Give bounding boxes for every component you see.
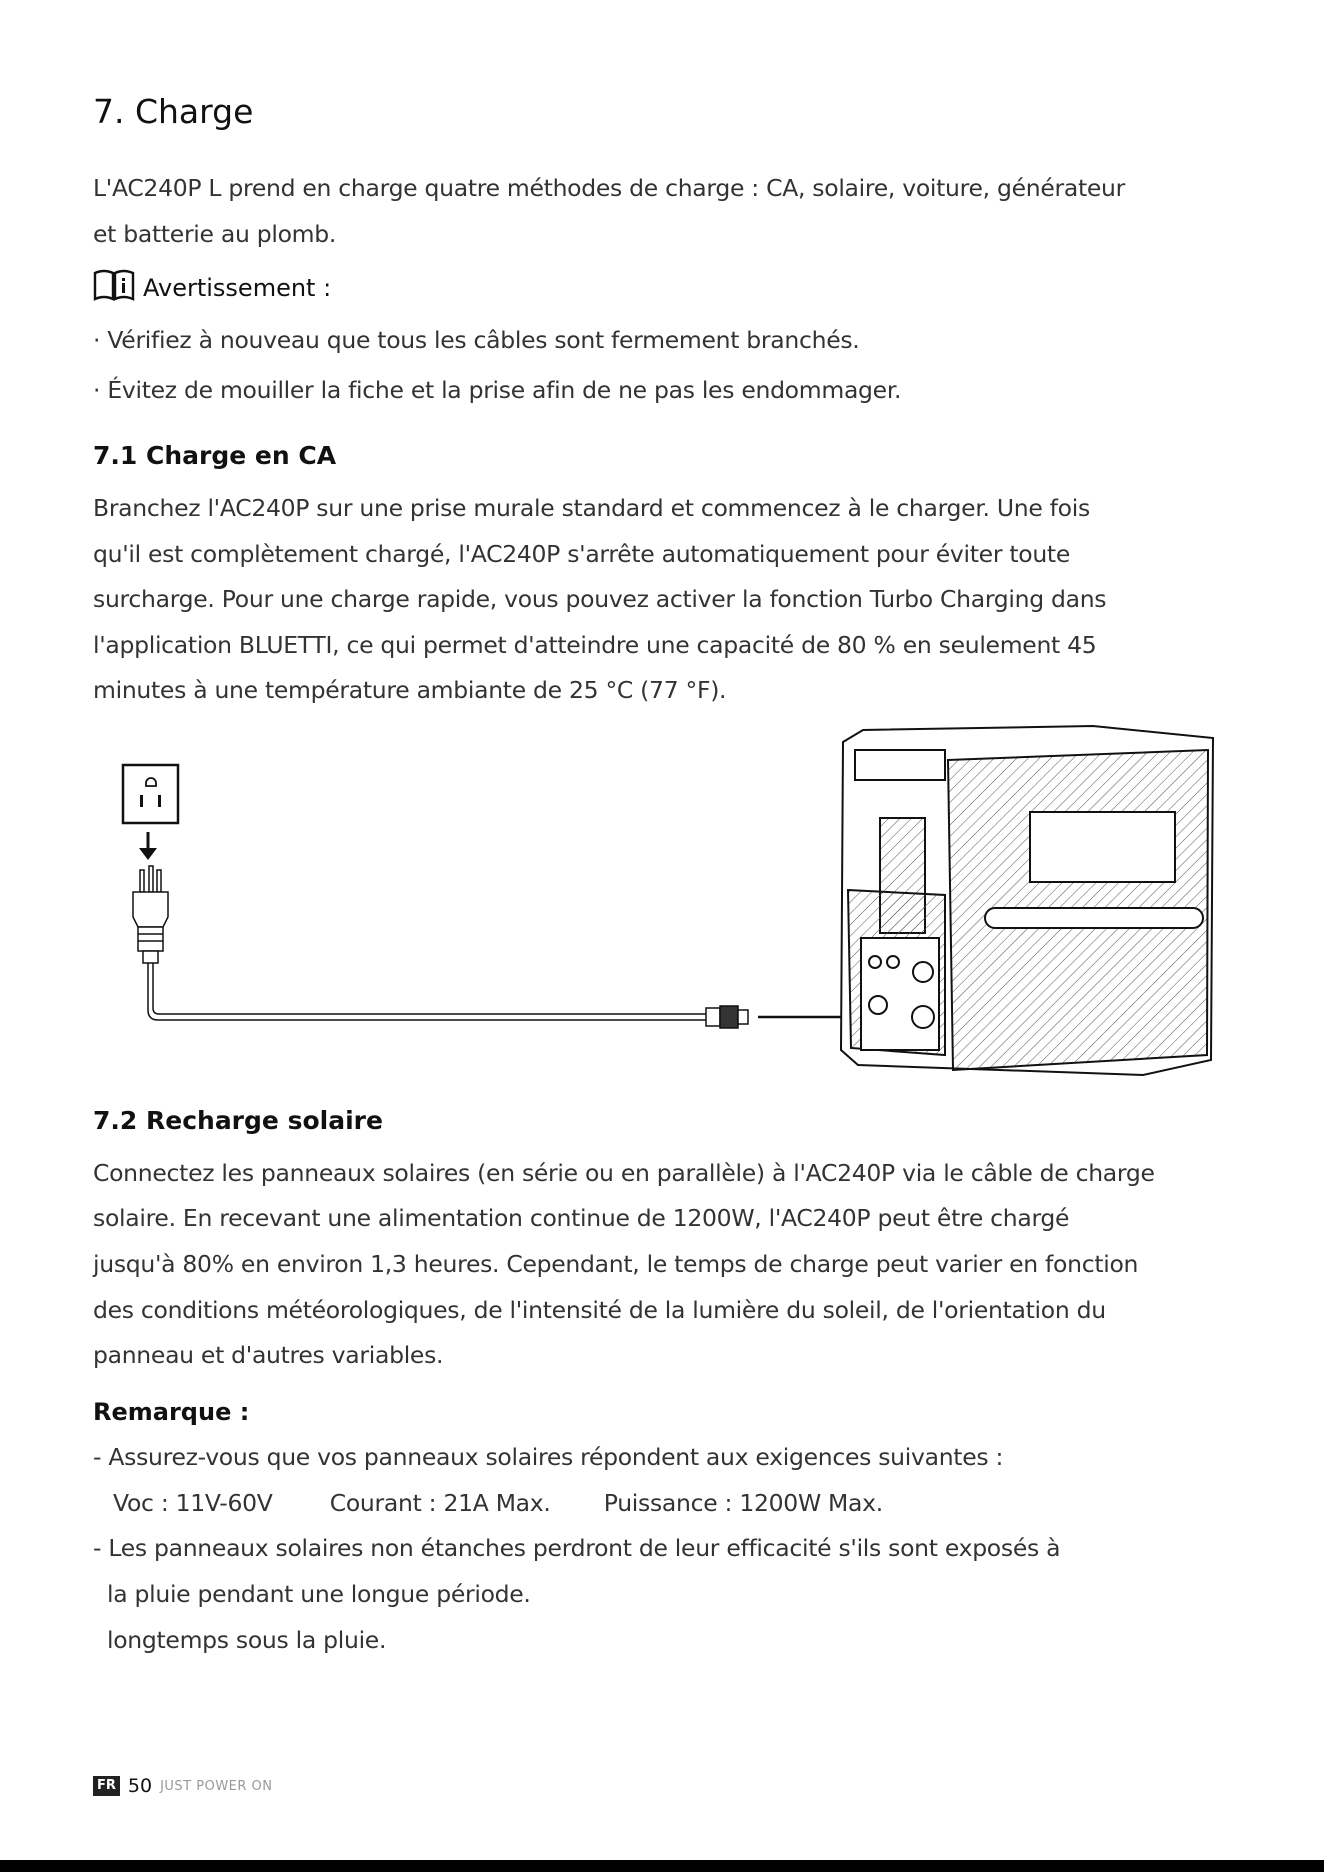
note-line-2c: longtemps sous la pluie. bbox=[107, 1626, 387, 1654]
ac-line-3: surcharge. Pour une charge rapide, vous pouvez activer la fonction Turbo Charging dans bbox=[93, 585, 1107, 613]
warning-heading bbox=[93, 268, 331, 308]
section-title: 7. Charge bbox=[93, 92, 254, 131]
intro-line-2: et batterie au plomb. bbox=[93, 220, 337, 248]
ac-section-title: 7.1 Charge en CA bbox=[93, 441, 337, 470]
ac-line-2: qu'il est complètement chargé, l'AC240P s'arrête automatiquement pour éviter toute bbox=[93, 540, 1071, 568]
spec-power: Puissance : 1200W Max. bbox=[603, 1489, 883, 1517]
language-badge: FR bbox=[93, 1776, 120, 1796]
ac-line-1: Branchez l'AC240P sur une prise murale standard et commencez à le charger. Une fois bbox=[93, 494, 1090, 522]
spec-current: Courant : 21A Max. bbox=[329, 1489, 551, 1517]
warning-item-2: · Évitez de mouiller la fiche et la prise afin de ne pas les endommager. bbox=[93, 376, 902, 404]
solar-line-2: solaire. En recevant une alimentation continue de 1200W, l'AC240P peut être chargé bbox=[93, 1204, 1070, 1232]
footer-tagline: JUST POWER ON bbox=[160, 1778, 273, 1794]
solar-line-5: panneau et d'autres variables. bbox=[93, 1341, 444, 1369]
solar-line-4: des conditions météorologiques, de l'intensité de la lumière du soleil, de l'orientation du bbox=[93, 1296, 1106, 1324]
solar-line-1: Connectez les panneaux solaires (en série ou en parallèle) à l'AC240P via le câble de charge bbox=[93, 1159, 1155, 1187]
note-line-2b: la pluie pendant une longue période. bbox=[107, 1580, 531, 1608]
ac-line-4: l'application BLUETTI, ce qui permet d'atteindre une capacité de 80 % en seulement 45 bbox=[93, 631, 1097, 659]
spec-voc: Voc : 11V-60V bbox=[113, 1489, 273, 1517]
arrow-down-icon bbox=[139, 832, 157, 860]
ac-plug-icon bbox=[133, 866, 168, 963]
cable-connector-icon bbox=[706, 1006, 748, 1028]
page-footer bbox=[93, 1775, 273, 1797]
note-line-1: - Assurez-vous que vos panneaux solaires répondent aux exigences suivantes : bbox=[93, 1443, 1004, 1471]
note-line-2a: - Les panneaux solaires non étanches perdront de leur efficacité s'ils sont exposés à bbox=[93, 1534, 1061, 1562]
spec-line bbox=[113, 1489, 883, 1517]
solar-line-3: jusqu'à 80% en environ 1,3 heures. Cependant, le temps de charge peut varier en fonction bbox=[93, 1250, 1139, 1278]
ac-line-5: minutes à une température ambiante de 25 °C (77 °F). bbox=[93, 676, 727, 704]
note-label: Remarque : bbox=[93, 1398, 250, 1426]
power-station-illustration bbox=[841, 726, 1213, 1075]
solar-section-title: 7.2 Recharge solaire bbox=[93, 1106, 383, 1135]
wall-outlet-icon bbox=[123, 765, 178, 823]
info-book-icon bbox=[93, 268, 135, 308]
warning-label: Avertissement : bbox=[143, 274, 332, 302]
page-number: 50 bbox=[127, 1775, 153, 1797]
ac-charging-illustration bbox=[93, 720, 1243, 1090]
intro-line-1: L'AC240P L prend en charge quatre méthodes de charge : CA, solaire, voiture, générateur bbox=[93, 174, 1126, 202]
bottom-edge-bar bbox=[0, 1860, 1324, 1872]
warning-item-1: · Vérifiez à nouveau que tous les câbles sont fermement branchés. bbox=[93, 326, 860, 354]
